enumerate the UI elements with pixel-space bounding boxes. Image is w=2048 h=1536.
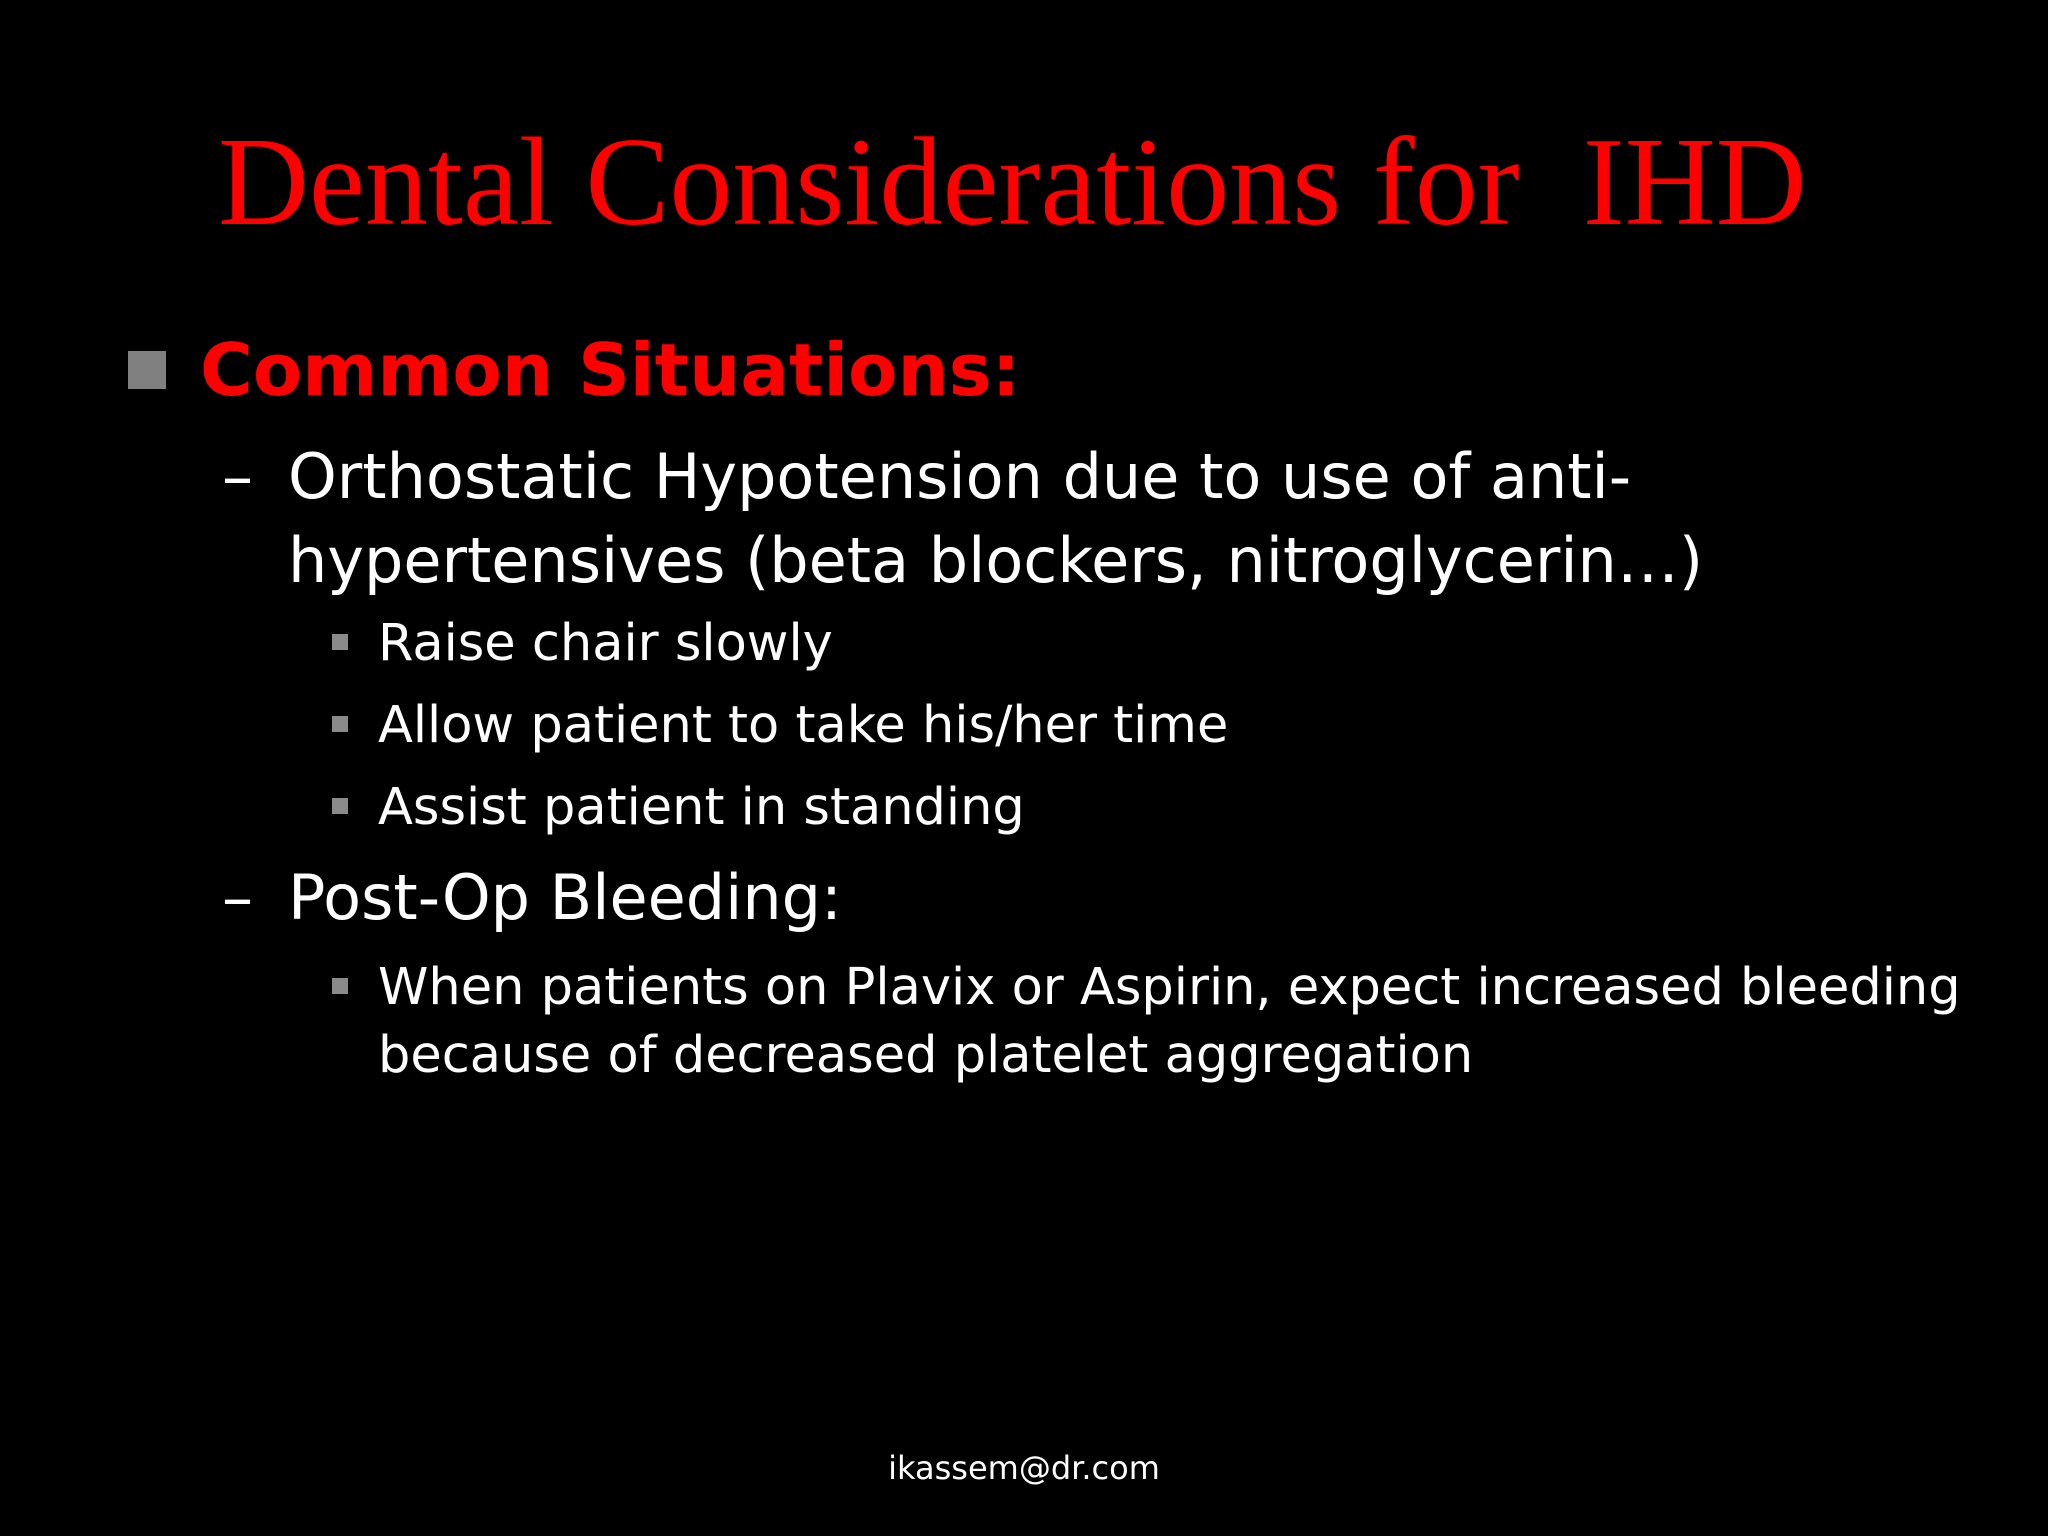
list-item-post-op-bleeding (222, 856, 1788, 940)
small-square-bullet-icon (332, 634, 348, 650)
small-square-bullet-icon (332, 978, 348, 994)
sub-list-item-text: Raise chair slowly (378, 614, 833, 673)
sub-list-item (332, 692, 1998, 760)
sub-list-item (332, 610, 1998, 678)
dash-bullet-icon: – (222, 861, 253, 934)
sub-list-item-text-line: When patients on Plavix or Aspirin, expect increased bleeding (378, 958, 1961, 1017)
small-square-bullet-icon (332, 716, 348, 732)
sub-list-item (332, 954, 1998, 1090)
sub-list-item-text: Allow patient to take his/her time (378, 696, 1229, 755)
slide-title: Dental Considerations for IHD (218, 113, 1807, 252)
section-heading: Common Situations: (200, 328, 1021, 412)
sub-list-item-text (378, 954, 1998, 1090)
list-item-text-line: Orthostatic Hypotension due to use of anti- (288, 440, 1632, 513)
list-item-text-line: hypertensives (beta blockers, nitroglycerin…) (288, 524, 1704, 597)
small-square-bullet-icon (332, 798, 348, 814)
sub-list-item-text: Assist patient in standing (378, 778, 1025, 837)
square-bullet-icon (128, 351, 166, 389)
sub-list-item (332, 774, 1998, 842)
list-item-orthostatic-hypotension (222, 435, 1788, 603)
sub-list-item-text-line: because of decreased platelet aggregation (378, 1026, 1474, 1085)
section-heading-row (128, 325, 1020, 415)
footer-email: ikassem@dr.com (888, 1449, 1160, 1487)
dash-bullet-icon: – (222, 440, 253, 513)
list-item-text (288, 435, 1788, 603)
list-item-text: Post-Op Bleeding: (288, 861, 842, 934)
